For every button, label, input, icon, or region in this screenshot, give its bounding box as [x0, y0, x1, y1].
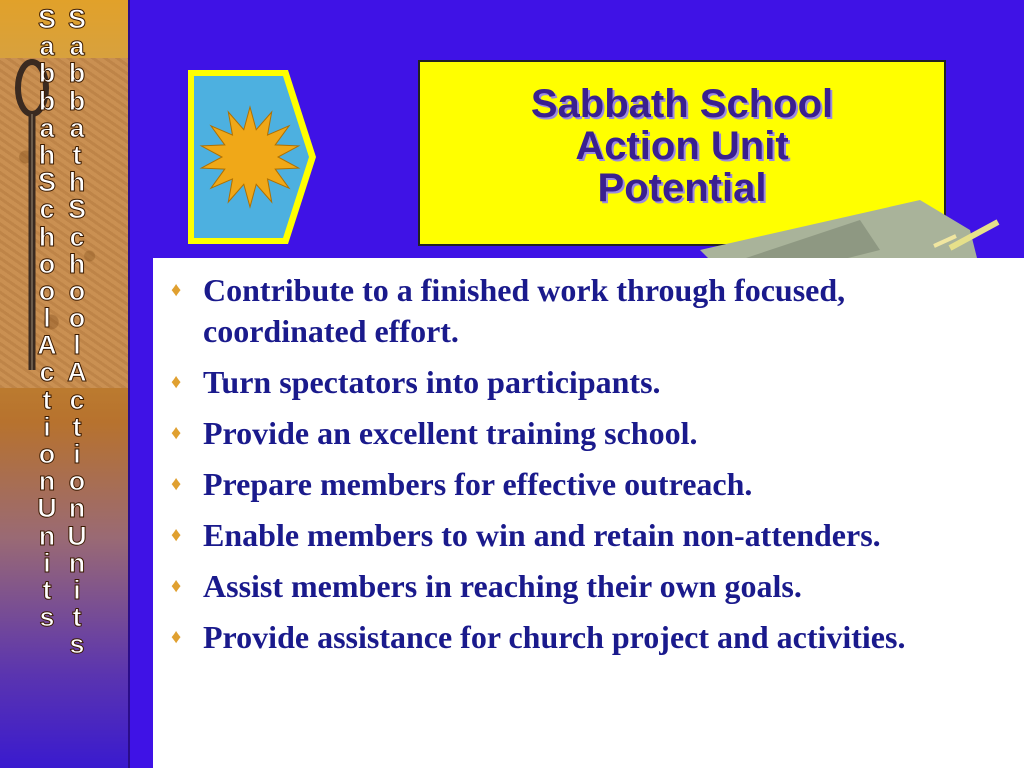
list-item-text: Provide an excellent training school.	[203, 415, 698, 451]
sidebar-letter: i	[43, 547, 51, 578]
diamond-bullet-icon: ♦	[171, 626, 182, 648]
diamond-bullet-icon: ♦	[171, 524, 182, 546]
starburst-icon	[184, 66, 320, 248]
sidebar-letter: c	[69, 221, 85, 252]
sidebar-letter: c	[69, 384, 85, 415]
list-item-text: Enable members to win and retain non-attenders.	[203, 517, 881, 553]
sidebar-letter: l	[73, 330, 81, 361]
diamond-bullet-icon: ♦	[171, 575, 182, 597]
sidebar-letter: i	[43, 411, 51, 442]
sidebar-letter: b	[38, 85, 56, 116]
sidebar-letter: h	[38, 221, 56, 252]
diamond-bullet-icon: ♦	[171, 371, 182, 393]
sidebar-letter: h	[38, 139, 56, 170]
sidebar-vertical-text-b	[62, 6, 92, 659]
sidebar-letter: A	[37, 330, 57, 361]
sidebar-letter: h	[68, 248, 86, 279]
sidebar-letter: s	[69, 629, 85, 660]
list-item	[171, 617, 1004, 658]
sidebar-letter: o	[68, 303, 86, 334]
sidebar-letter: a	[69, 112, 85, 143]
sidebar-letter: h	[68, 167, 86, 198]
sidebar-letter: o	[38, 439, 56, 469]
sidebar-letter: a	[69, 31, 85, 62]
sidebar-letter: o	[38, 248, 56, 279]
sidebar-letter: s	[39, 602, 55, 633]
list-item	[171, 464, 1004, 505]
sidebar-letter: b	[38, 58, 56, 89]
sidebar-letter: S	[37, 4, 56, 34]
list-item	[171, 566, 1004, 607]
sidebar-letter: l	[43, 303, 51, 334]
sidebar-letter: n	[38, 466, 56, 497]
list-item-text: Assist members in reaching their own goals.	[203, 568, 802, 604]
sidebar-letter: S	[67, 4, 86, 34]
sidebar-letter: t	[72, 139, 82, 170]
list-item-text: Prepare members for effective outreach.	[203, 466, 753, 502]
sidebar-letter: i	[73, 574, 81, 605]
list-item-text: Turn spectators into participants.	[203, 364, 661, 400]
content-panel	[153, 258, 1024, 768]
sidebar-letter: n	[68, 547, 86, 578]
title-line-3: Potential	[597, 166, 767, 210]
sidebar-letter: t	[72, 602, 82, 633]
sidebar-letter: t	[72, 411, 82, 442]
sidebar-letter: n	[38, 520, 56, 551]
title-line-2: Action Unit	[575, 124, 789, 168]
sidebar-letter: U	[37, 493, 57, 524]
sidebar-letter: t	[42, 384, 52, 415]
list-item-text: Contribute to a finished work through focused, coordinated effort.	[203, 272, 846, 349]
sidebar-letter: b	[68, 85, 86, 116]
list-item	[171, 270, 1004, 352]
sidebar-letter: o	[38, 275, 56, 306]
list-item	[171, 413, 1004, 454]
sidebar-letter: U	[67, 520, 87, 551]
sidebar-letter: o	[68, 466, 86, 497]
bullet-list	[153, 258, 1024, 658]
sidebar-strip	[0, 0, 128, 768]
diamond-bullet-icon: ♦	[171, 422, 182, 444]
sidebar-divider	[128, 0, 130, 768]
sidebar-letter: b	[68, 58, 86, 89]
sidebar-letter: t	[42, 574, 52, 605]
list-item	[171, 515, 1004, 556]
sidebar-letter: i	[73, 439, 81, 469]
list-item	[171, 362, 1004, 403]
sidebar-letter: n	[68, 493, 86, 524]
sidebar-letter: c	[39, 194, 55, 225]
list-item-text: Provide assistance for church project and activities.	[203, 619, 906, 655]
sidebar-letter: a	[39, 31, 55, 62]
sidebar-letter: A	[67, 357, 87, 388]
diamond-bullet-icon: ♦	[171, 279, 182, 301]
title-line-1: Sabbath School	[530, 82, 834, 126]
sidebar-letter: c	[39, 357, 55, 388]
sidebar-letter: o	[68, 275, 86, 306]
sidebar-vertical-text-a	[32, 6, 62, 631]
sidebar-letter: a	[39, 112, 55, 143]
sidebar-letter: S	[67, 194, 86, 225]
sidebar-letter: S	[37, 167, 56, 198]
diamond-bullet-icon: ♦	[171, 473, 182, 495]
